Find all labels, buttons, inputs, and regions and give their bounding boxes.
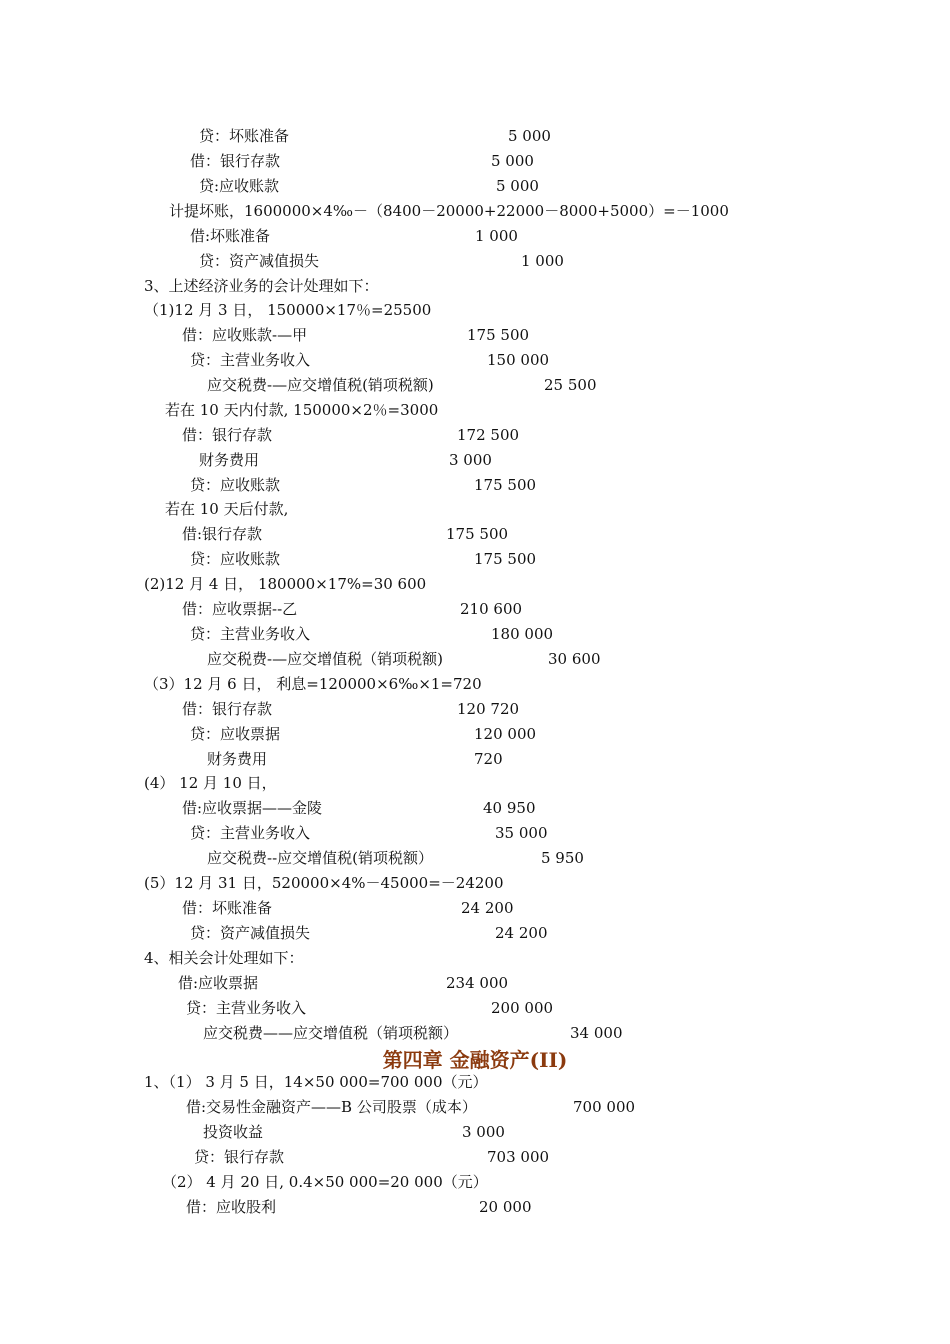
- entry-text: 贷：主营业务收入: [190, 625, 311, 643]
- entry-amount: 24 200: [461, 899, 514, 917]
- entry-text: 贷：应收账款: [190, 550, 281, 568]
- entry-text: (5）12 月 31 日，520000×4%－45000=－24200: [144, 874, 504, 892]
- entry-line: [0, 1021, 950, 1045]
- entry-text: 贷：银行存款: [194, 1148, 285, 1166]
- entry-text: 应交税费——应交增值税（销项税额）: [203, 1024, 459, 1042]
- section-heading: [0, 274, 950, 298]
- entry-text: (4） 12 月 10 日，: [144, 774, 277, 792]
- entry-line: [0, 199, 950, 223]
- entry-text: 1、（1） 3 月 5 日，14×50 000=700 000（元）: [144, 1073, 488, 1091]
- entry-text: 应交税费-—应交增值税(销项税额): [207, 376, 434, 394]
- entry-amount: 175 500: [446, 525, 509, 543]
- entry-amount: 40 950: [483, 799, 536, 817]
- entry-line: [0, 224, 950, 248]
- entry-line: [0, 821, 950, 845]
- entry-line: [0, 672, 950, 696]
- entry-line: [0, 996, 950, 1020]
- entry-text: 计提坏账，1600000×4‰－（8400－20000+22000－8000+5000）=－1000: [169, 202, 729, 220]
- entry-text: 借：银行存款: [190, 152, 281, 170]
- entry-amount: 30 600: [548, 650, 601, 668]
- entry-text: 应交税费--应交增值税(销项税额）: [207, 849, 433, 867]
- entry-line: [0, 572, 950, 596]
- entry-line: [0, 597, 950, 621]
- entry-text: 借:应收票据——金陵: [182, 799, 323, 817]
- entry-amount: 172 500: [457, 426, 520, 444]
- entry-line: [0, 647, 950, 671]
- entry-amount: 720: [474, 750, 503, 768]
- entry-text: 借:银行存款: [182, 525, 263, 543]
- entry-text: 借：应收账款-—甲: [182, 326, 308, 344]
- entry-text: 3、上述经济业务的会计处理如下：: [144, 277, 379, 295]
- entry-line: [0, 522, 950, 546]
- entry-text: 投资收益: [203, 1123, 264, 1141]
- entry-text: 借：银行存款: [182, 700, 273, 718]
- entry-amount: 5 950: [541, 849, 584, 867]
- entry-line: [0, 348, 950, 372]
- entry-amount: 24 200: [495, 924, 548, 942]
- entry-text: 借:坏账准备: [190, 227, 271, 245]
- entry-line: [0, 149, 950, 173]
- entry-line: [0, 1095, 950, 1119]
- entry-text: (2)12 月 4 日， 180000×17%=30 600: [144, 575, 427, 593]
- entry-text: 借：坏账准备: [182, 899, 273, 917]
- entry-text: （1)12 月 3 日， 150000×17％=25500: [144, 301, 432, 319]
- entry-amount: 210 600: [460, 600, 523, 618]
- entry-text: 借：应收票据--乙: [182, 600, 298, 618]
- entry-line: [0, 1070, 950, 1094]
- entry-line: [0, 971, 950, 995]
- entry-line: [0, 1120, 950, 1144]
- entry-line: [0, 547, 950, 571]
- entry-amount: 35 000: [495, 824, 548, 842]
- entry-text: 贷：坏账准备: [199, 127, 290, 145]
- entry-amount: 200 000: [491, 999, 554, 1017]
- entry-amount: 120 000: [474, 725, 537, 743]
- entry-line: [0, 622, 950, 646]
- entry-text: 贷：应收账款: [190, 476, 281, 494]
- entry-text: 贷：主营业务收入: [190, 351, 311, 369]
- entry-text: 贷:应收账款: [199, 177, 280, 195]
- entry-line: [0, 473, 950, 497]
- entry-amount: 20 000: [479, 1198, 532, 1216]
- chapter-title: 第四章 金融资产(II): [382, 1048, 568, 1072]
- entry-amount: 5 000: [491, 152, 534, 170]
- entry-line: [0, 373, 950, 397]
- entry-text: 财务费用: [207, 750, 268, 768]
- entry-line: [0, 796, 950, 820]
- entry-text: 4、相关会计处理如下：: [144, 949, 304, 967]
- entry-amount: 34 000: [570, 1024, 623, 1042]
- entry-line: [0, 747, 950, 771]
- entry-line: [0, 1145, 950, 1169]
- section-heading: [0, 946, 950, 970]
- entry-amount: 180 000: [491, 625, 554, 643]
- entry-line: [0, 249, 950, 273]
- entry-line: [0, 423, 950, 447]
- entry-line: [0, 722, 950, 746]
- entry-line: [0, 398, 950, 422]
- entry-amount: 175 500: [474, 476, 537, 494]
- entry-text: 借：银行存款: [182, 426, 273, 444]
- entry-line: [0, 1195, 950, 1219]
- entry-line: [0, 697, 950, 721]
- entry-line: [0, 896, 950, 920]
- entry-text: 贷：应收票据: [190, 725, 281, 743]
- entry-line: [0, 921, 950, 945]
- entry-line: [0, 497, 950, 521]
- entry-line: [0, 448, 950, 472]
- entry-text: （3）12 月 6 日， 利息=120000×6‰×1=720: [144, 675, 482, 693]
- entry-amount: 1 000: [475, 227, 518, 245]
- entry-text: 借:应收票据: [178, 974, 259, 992]
- entry-amount: 175 500: [474, 550, 537, 568]
- entry-amount: 25 500: [544, 376, 597, 394]
- entry-text: 贷：资产减值损失: [199, 252, 320, 270]
- entry-amount: 3 000: [462, 1123, 505, 1141]
- entry-amount: 1 000: [521, 252, 564, 270]
- entry-text: 借:交易性金融资产——B 公司股票（成本）: [186, 1098, 477, 1116]
- entry-text: （2） 4 月 20 日, 0.4×50 000=20 000（元）: [162, 1173, 488, 1191]
- entry-amount: 703 000: [487, 1148, 550, 1166]
- entry-line: [0, 298, 950, 322]
- entry-line: [0, 124, 950, 148]
- entry-amount: 150 000: [487, 351, 550, 369]
- entry-line: [0, 846, 950, 870]
- entry-amount: 5 000: [508, 127, 551, 145]
- entry-text: 若在 10 天内付款, 150000×2％=3000: [165, 401, 439, 419]
- entry-amount: 3 000: [449, 451, 492, 469]
- entry-text: 应交税费-—应交增值税（销项税额): [207, 650, 443, 668]
- entry-text: 贷：主营业务收入: [186, 999, 307, 1017]
- entry-amount: 234 000: [446, 974, 509, 992]
- entry-line: [0, 323, 950, 347]
- entry-line: [0, 871, 950, 895]
- entry-text: 贷：主营业务收入: [190, 824, 311, 842]
- entry-text: 若在 10 天后付款,: [165, 500, 289, 518]
- entry-text: 借：应收股利: [186, 1198, 277, 1216]
- entry-line: [0, 771, 950, 795]
- entry-amount: 5 000: [496, 177, 539, 195]
- entry-amount: 700 000: [573, 1098, 636, 1116]
- entry-text: 贷：资产减值损失: [190, 924, 311, 942]
- entry-amount: 120 720: [457, 700, 520, 718]
- entry-line: [0, 1170, 950, 1194]
- entry-amount: 175 500: [467, 326, 530, 344]
- entry-text: 财务费用: [199, 451, 260, 469]
- entry-line: [0, 174, 950, 198]
